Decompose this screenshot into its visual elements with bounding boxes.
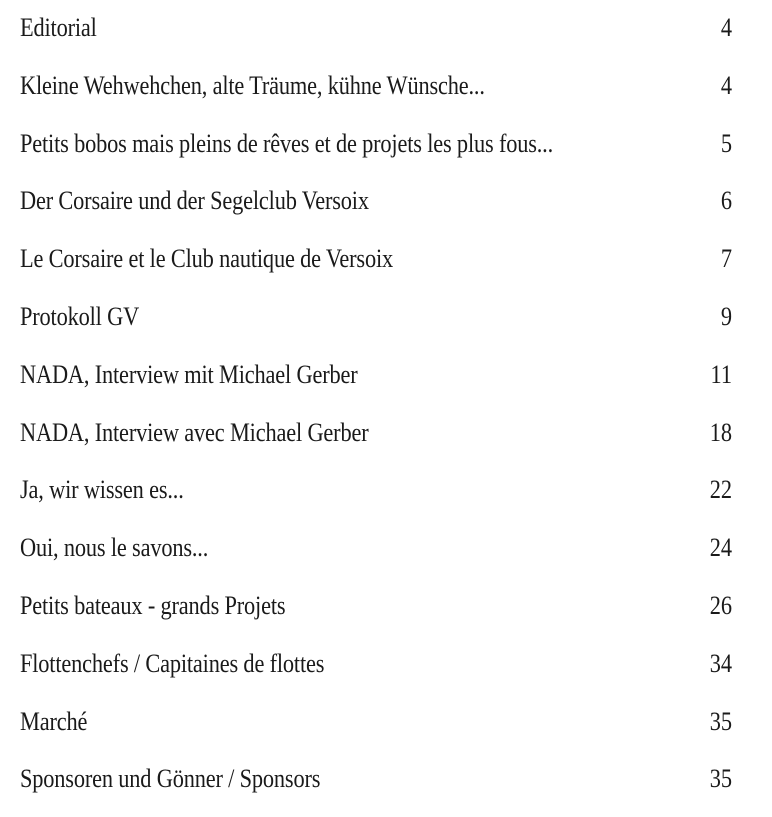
- toc-entry-sponsoren[interactable]: [20, 759, 732, 817]
- toc-entry-oui-nous-le-savons[interactable]: [20, 528, 732, 586]
- toc-entry-page-number: 9: [720, 301, 733, 331]
- toc-entry-title: Protokoll GV: [20, 301, 140, 331]
- toc-entry-corsaire-club-nautique[interactable]: [20, 239, 732, 297]
- toc-entry-title: Petits bobos mais pleins de rêves et de projets les plus fous...: [20, 128, 554, 158]
- toc-entry-page-number: 26: [709, 590, 733, 620]
- toc-entry-page-number: 5: [720, 128, 733, 158]
- toc-entry-page-number: 22: [709, 475, 733, 505]
- toc-entry-page-number: 7: [720, 244, 733, 274]
- toc-entry-flottenchefs[interactable]: [20, 644, 732, 702]
- toc-entry-title: NADA, Interview avec Michael Gerber: [20, 417, 369, 447]
- toc-entry-title: Editorial: [20, 13, 97, 42]
- toc-entry-petits-bateaux[interactable]: [20, 586, 732, 644]
- toc-entry-nada-interview-de[interactable]: [20, 355, 732, 413]
- toc-entry-protokoll-gv[interactable]: [20, 297, 732, 355]
- toc-entry-title: Le Corsaire et le Club nautique de Versoix: [20, 244, 394, 274]
- toc-entry-title: Petits bateaux - grands Projets: [20, 590, 286, 620]
- toc-entry-petits-bobos[interactable]: [20, 124, 732, 182]
- toc-entry-title: Sponsoren und Gönner / Sponsors: [20, 764, 321, 794]
- toc-entry-title: Marché: [20, 706, 88, 736]
- toc-entry-page-number: 4: [720, 13, 733, 42]
- toc-entry-title: NADA, Interview mit Michael Gerber: [20, 359, 358, 389]
- toc-entry-page-number: 35: [709, 764, 733, 794]
- toc-entry-page-number: 4: [720, 70, 733, 100]
- toc-entry-corsaire-segelclub[interactable]: [20, 181, 732, 239]
- toc-entry-page-number: 6: [720, 186, 733, 216]
- toc-entry-title: Der Corsaire und der Segelclub Versoix: [20, 186, 369, 216]
- toc-entry-title: Kleine Wehwehchen, alte Träume, kühne Wünsche...: [20, 70, 485, 100]
- toc-entry-title: Oui, nous le savons...: [20, 533, 209, 563]
- toc-entry-page-number: 24: [709, 533, 733, 563]
- toc-entry-marche[interactable]: [20, 702, 732, 760]
- toc-entry-editorial[interactable]: [20, 8, 732, 66]
- toc-entry-title: Flottenchefs / Capitaines de flottes: [20, 648, 325, 678]
- toc-entry-ja-wir-wissen-es[interactable]: [20, 470, 732, 528]
- toc-entry-page-number: 35: [709, 706, 733, 736]
- toc-entry-page-number: 18: [709, 417, 733, 447]
- toc-entry-nada-interview-fr[interactable]: [20, 413, 732, 471]
- table-of-contents: [20, 8, 732, 817]
- toc-entry-page-number: 11: [710, 359, 733, 389]
- toc-entry-page-number: 34: [709, 648, 733, 678]
- toc-entry-kleine-wehwehchen[interactable]: [20, 66, 732, 124]
- toc-entry-title: Ja, wir wissen es...: [20, 475, 184, 505]
